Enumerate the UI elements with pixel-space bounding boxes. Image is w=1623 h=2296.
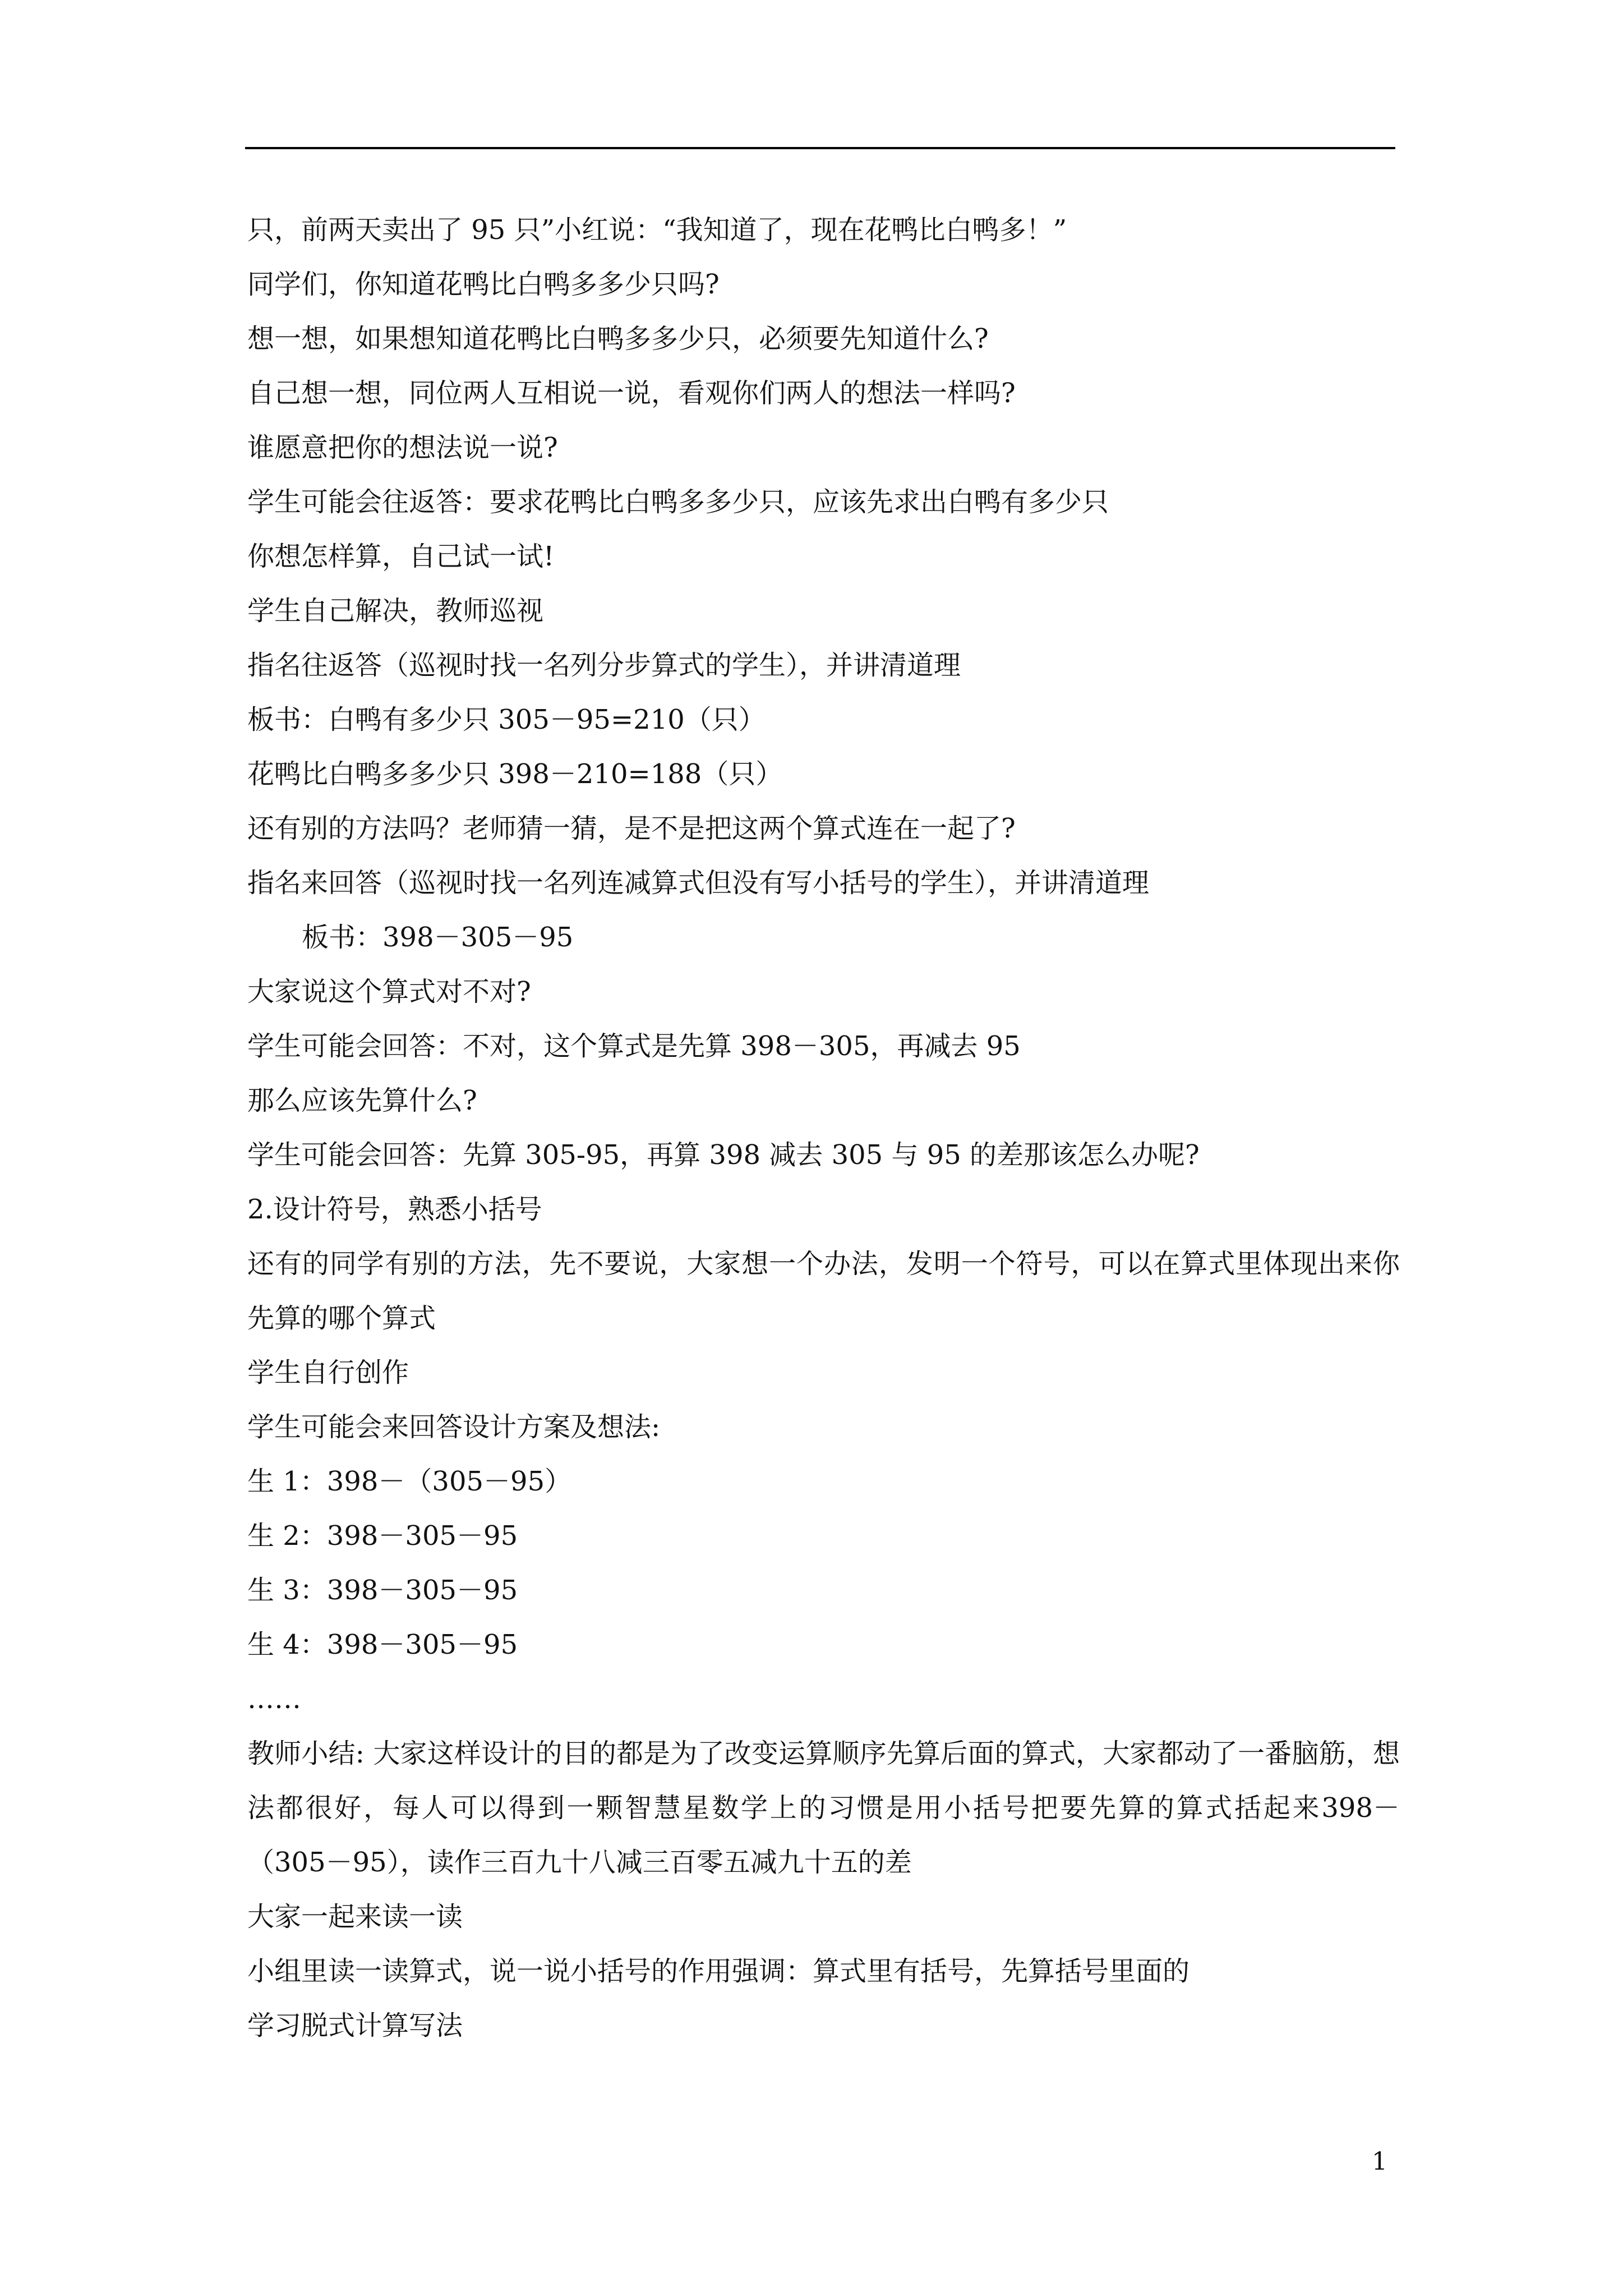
text-line: 学生可能会回答：先算 305-95，再算 398 减去 305 与 95 的差那该怎么办呢?: [247, 1139, 1200, 1171]
text-line: 学生可能会回答：不对，这个算式是先算 398－305，再减去 95: [247, 1030, 1021, 1062]
document-body: [247, 203, 1400, 2053]
text-line: 还有别的方法吗？老师猜一猜，是不是把这两个算式连在一起了?: [247, 813, 1016, 844]
text-line: 同学们，你知道花鸭比白鸭多多少只吗?: [247, 269, 720, 300]
text-line: 自己想一想，同位两人互相说一说，看观你们两人的想法一样吗?: [247, 378, 1016, 409]
text-line: 谁愿意把你的想法说一说?: [247, 432, 558, 463]
text-line: 生 4：398－305－95: [247, 1629, 518, 1660]
text-line: 学生自行创作: [247, 1357, 409, 1388]
header-rule: [245, 147, 1395, 149]
text-line: 学生可能会来回答设计方案及想法:: [247, 1411, 661, 1443]
text-line: 大家一起来读一读: [247, 1901, 463, 1932]
text-line: 生 1：398－（305－95）: [247, 1466, 572, 1497]
text-line: 指名来回答（巡视时找一名列连减算式但没有写小括号的学生），并讲清道理: [247, 867, 1150, 899]
text-line: 板书：398－305－95: [302, 922, 574, 953]
section-heading: 2.设计符号，熟悉小括号: [247, 1194, 542, 1225]
page-number: 1: [1372, 2147, 1387, 2176]
ellipsis-line: ……: [247, 1683, 301, 1715]
text-line: 想一想，如果想知道花鸭比白鸭多多少只，必须要先知道什么?: [247, 323, 989, 355]
text-line: 学生可能会往返答：要求花鸭比白鸭多多少只，应该先求出白鸭有多少只: [247, 486, 1109, 518]
text-line: 学习脱式计算写法: [247, 2010, 463, 2041]
text-line: 生 3：398－305－95: [247, 1575, 518, 1606]
text-line: 小组里读一读算式，说一说小括号的作用强调：算式里有括号，先算括号里面的: [247, 1955, 1190, 1987]
text-paragraph: 教师小结: 大家这样设计的目的都是为了改变运算顺序先算后面的算式，大家都动了一番脑筋，想法都很好，每人可以得到一颗智慧星数学上的习惯是用小括号把要先算的算式括起来398－（305－95），读作三百九十八减三百零五减九十五的差: [247, 1738, 1400, 1878]
text-paragraph: 还有的同学有别的方法，先不要说，大家想一个办法，发明一个符号，可以在算式里体现出来你先算的哪个算式: [247, 1248, 1400, 1334]
text-line: 只，前两天卖出了 95 只”小红说：“我知道了，现在花鸭比白鸭多！”: [247, 214, 1067, 246]
text-line: 学生自己解决，教师巡视: [247, 595, 544, 627]
text-line: 大家说这个算式对不对?: [247, 976, 531, 1007]
text-line: 花鸭比白鸭多多少只 398－210=188（只）: [247, 758, 783, 790]
text-line: 生 2：398－305－95: [247, 1520, 518, 1552]
text-line: 指名往返答（巡视时找一名列分步算式的学生），并讲清道理: [247, 650, 961, 681]
text-line: 你想怎样算，自己试一试!: [247, 541, 555, 572]
text-line: 那么应该先算什么?: [247, 1085, 477, 1116]
text-line: 板书：白鸭有多少只 305－95=210（只）: [247, 704, 766, 735]
